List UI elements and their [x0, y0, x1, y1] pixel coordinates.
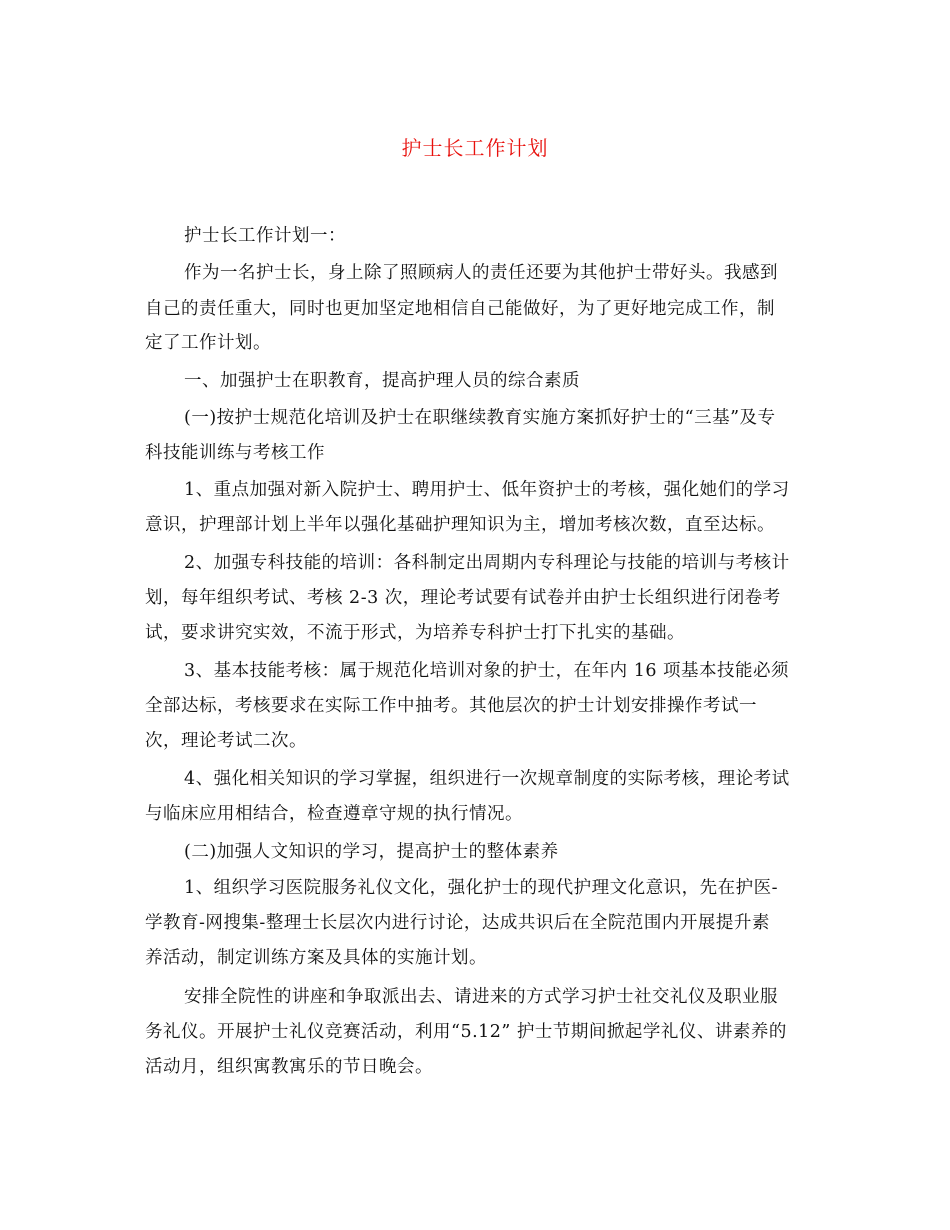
paragraph-intro-line-2: 自己的责任重大，同时也更加坚定地相信自己能做好，为了更好地完成工作，制 — [145, 299, 775, 319]
item-2-1-line-3: 养活动，制定训练方案及具体的实施计划。 — [145, 948, 487, 968]
paragraph-etiquette-line-3: 活动月，组织寓教寓乐的节日晚会。 — [145, 1057, 433, 1077]
paragraph-intro-line-1: 作为一名护士长，身上除了照顾病人的责任还要为其他护士带好头。我感到 — [184, 263, 778, 283]
section-heading-one: 一、加强护士在职教育，提高护理人员的综合素质 — [184, 371, 580, 391]
document-title: 护士长工作计划 — [401, 136, 549, 160]
item-1-line-1: 1、重点加强对新入院护士、聘用护士、低年资护士的考核，强化她们的学习 — [184, 480, 790, 500]
subsection-heading-1-line-1: (一)按护士规范化培训及护士在职继续教育实施方案抓好护士的“三基”及专 — [184, 408, 776, 428]
subsection-heading-2: (二)加强人文知识的学习，提高护士的整体素养 — [184, 842, 559, 862]
section-heading-plan-one: 护士长工作计划一： — [184, 226, 346, 246]
item-2-line-3: 试，要求讲究实效，不流于形式，为培养专科护士打下扎实的基础。 — [145, 623, 685, 643]
paragraph-intro-line-3: 定了工作计划。 — [145, 333, 271, 353]
item-2-line-1: 2、加强专科技能的培训：各科制定出周期内专科理论与技能的培训与考核计 — [184, 553, 790, 573]
item-2-1-line-1: 1、组织学习医院服务礼仪文化，强化护士的现代护理文化意识，先在护医- — [184, 878, 779, 898]
item-4-line-2: 与临床应用相结合，检查遵章守规的执行情况。 — [145, 804, 523, 824]
item-3-line-2: 全部达标，考核要求在实际工作中抽考。其他层次的护士计划安排操作考试一 — [145, 696, 757, 716]
paragraph-etiquette-line-1: 安排全院性的讲座和争取派出去、请进来的方式学习护士社交礼仪及职业服 — [184, 987, 778, 1007]
item-2-line-2: 划，每年组织考试、考核 2-3 次，理论考试要有试卷并由护士长组织进行闭卷考 — [145, 588, 781, 608]
paragraph-etiquette-line-2: 务礼仪。开展护士礼仪竞赛活动，利用“5.12” 护士节期间掀起学礼仪、讲素养的 — [145, 1022, 787, 1042]
item-3-line-1: 3、基本技能考核：属于规范化培训对象的护士，在年内 16 项基本技能必须 — [184, 661, 790, 681]
subsection-heading-1-line-2: 科技能训练与考核工作 — [145, 443, 325, 463]
item-1-line-2: 意识，护理部计划上半年以强化基础护理知识为主，增加考核次数，直至达标。 — [145, 515, 775, 535]
item-4-line-1: 4、强化相关知识的学习掌握，组织进行一次规章制度的实际考核，理论考试 — [184, 769, 790, 789]
item-3-line-3: 次，理论考试二次。 — [145, 731, 307, 751]
item-2-1-line-2: 学教育-网搜集-整理士长层次内进行讨论，达成共识后在全院范围内开展提升素 — [145, 913, 770, 933]
